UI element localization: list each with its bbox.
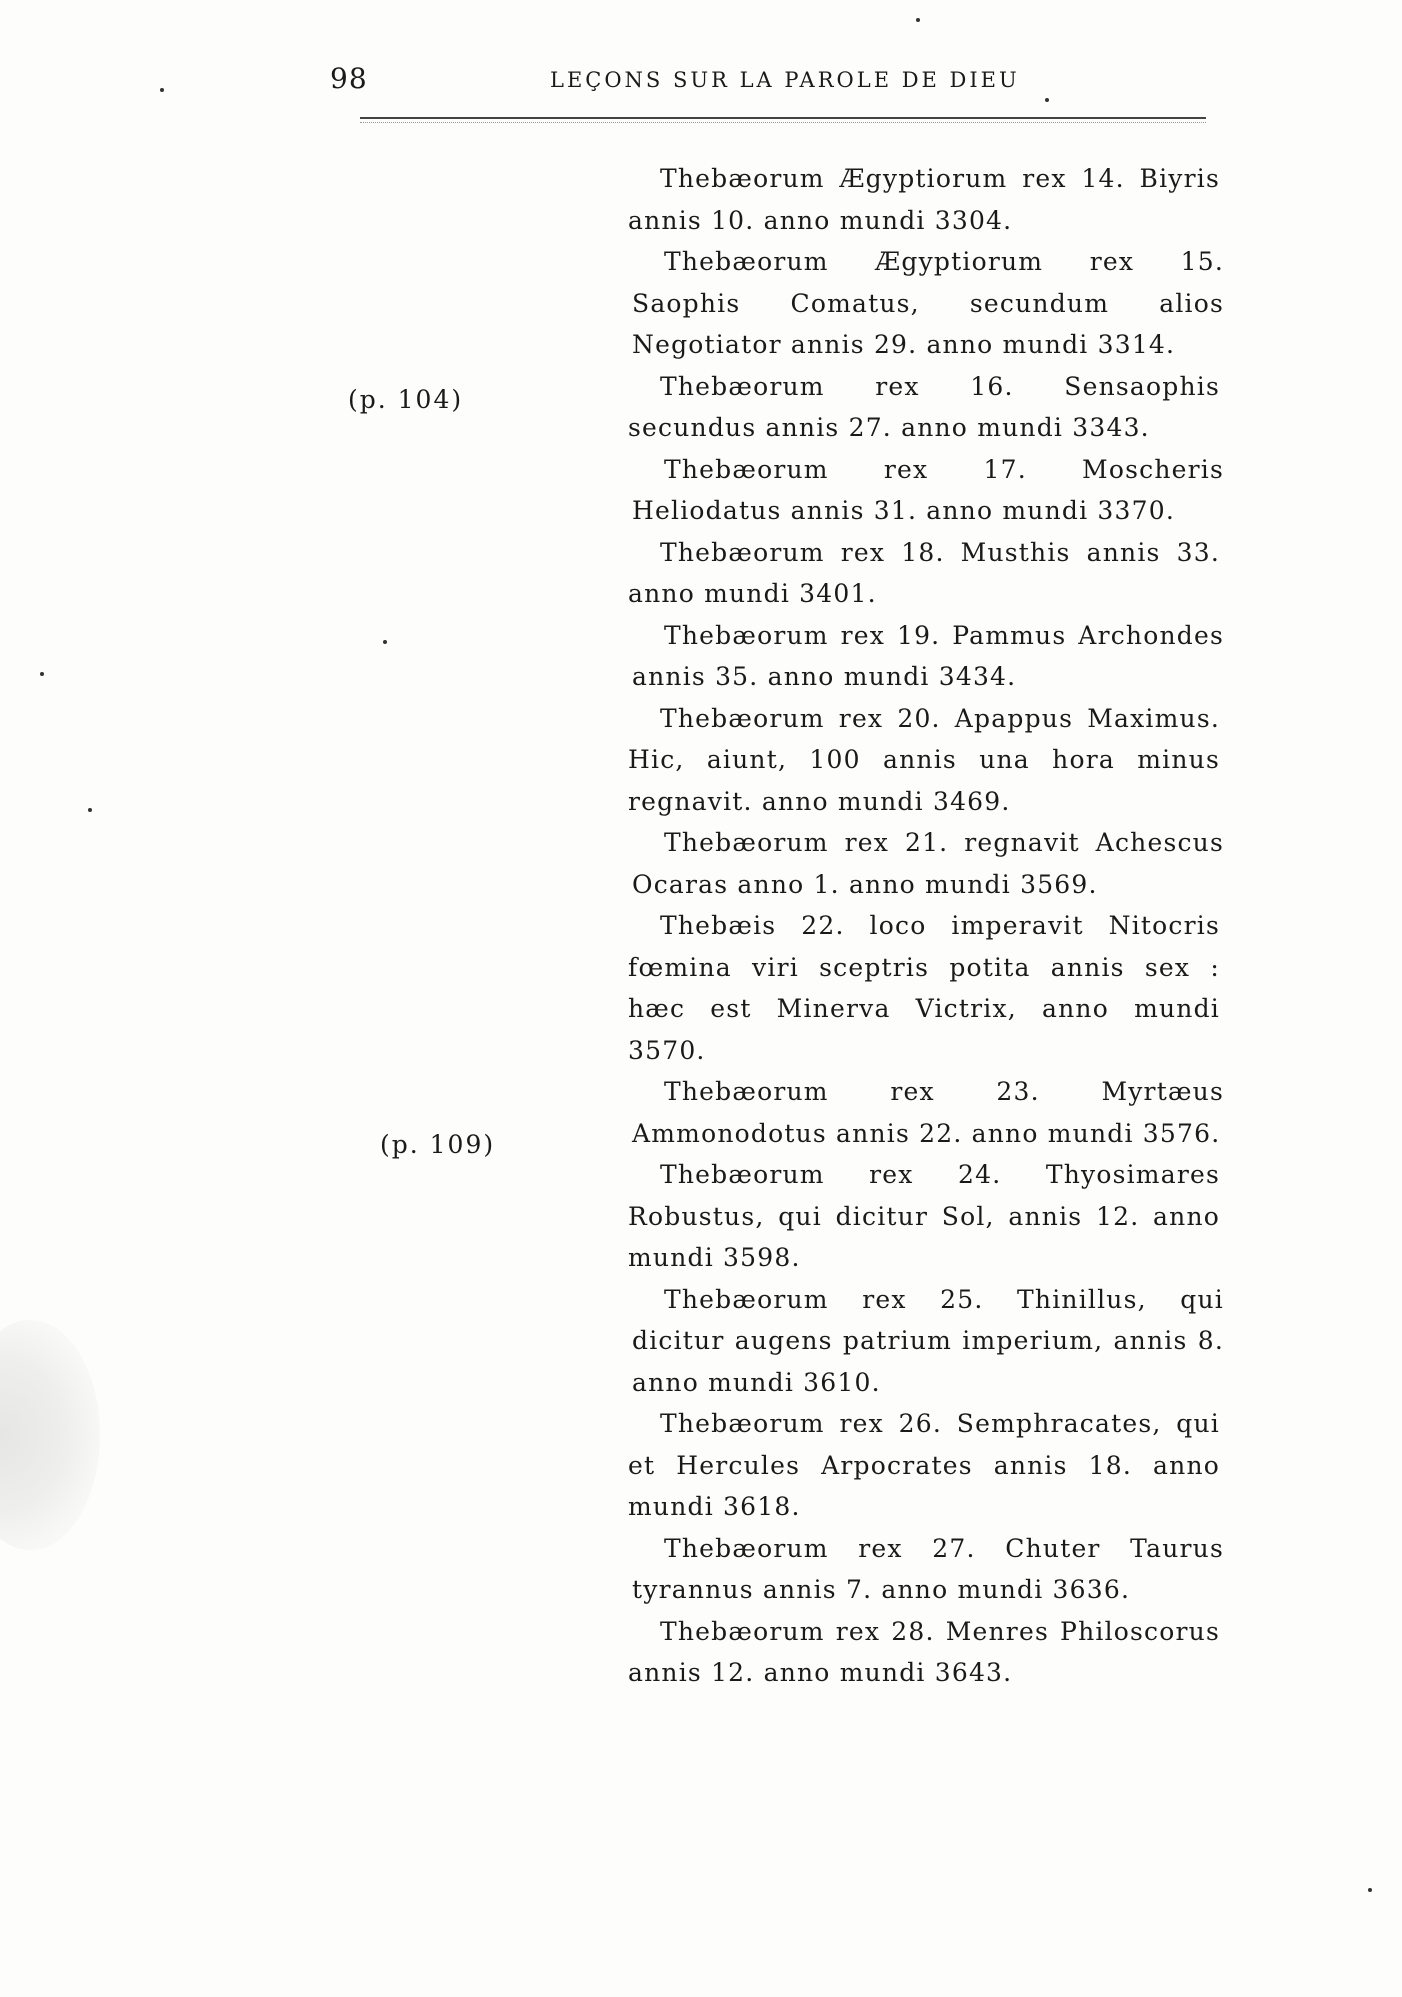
ink-speck bbox=[40, 672, 44, 676]
entry-rex-15: Thebæorum Ægyptiorum rex 15. Saophis Comatus, secundum alios Negotiator annis 29. anno mundi 3314. bbox=[632, 247, 1224, 359]
entry-rex-24: Thebæorum rex 24. Thyosimares Robustus, qui dicitur Sol, annis 12. anno mundi 3598. bbox=[628, 1160, 1220, 1272]
entry-rex-19: Thebæorum rex 19. Pammus Archondes annis 35. anno mundi 3434. bbox=[632, 620, 1224, 691]
ink-speck bbox=[1368, 1888, 1372, 1892]
margin-reference: (p. 104) bbox=[348, 385, 464, 414]
entry-rex-21: Thebæorum rex 21. regnavit Achescus Ocaras anno 1. anno mundi 3569. bbox=[632, 828, 1224, 899]
entry-rex-14: Thebæorum Ægyptiorum rex 14. Biyris annis 10. anno mundi 3304. bbox=[628, 164, 1220, 235]
header-rule bbox=[360, 117, 1206, 119]
entry-rex-17: Thebæorum rex 17. Moscheris Heliodatus annis 31. anno mundi 3370. bbox=[632, 454, 1224, 525]
entry-rex-26: Thebæorum rex 26. Semphracates, qui et Hercules Arpocrates annis 18. anno mundi 3618. bbox=[628, 1409, 1220, 1521]
entry-rex-25: Thebæorum rex 25. Thinillus, qui dicitur augens patrium imperium, annis 8. anno mundi 3610. bbox=[632, 1284, 1224, 1397]
ink-speck bbox=[916, 18, 920, 22]
entry-rex-22: Thebæis 22. loco imperavit Nitocris fœmina viri sceptris potita annis sex : hæc est Minerva Victrix, anno mundi 3570. bbox=[628, 911, 1220, 1065]
margin-reference: (p. 109) bbox=[380, 1130, 496, 1159]
entry-rex-20: Thebæorum rex 20. Apappus Maximus. Hic, aiunt, 100 annis una hora minus regnavit. anno mundi 3469. bbox=[628, 703, 1220, 816]
entry-rex-16: Thebæorum rex 16. Sensaophis secundus annis 27. anno mundi 3343. bbox=[628, 371, 1220, 442]
ink-speck bbox=[160, 88, 164, 92]
ink-speck bbox=[88, 808, 92, 812]
ink-speck bbox=[1045, 98, 1049, 102]
entry-rex-23: Thebæorum rex 23. Myrtæus Ammonodotus annis 22. anno mundi 3576. bbox=[632, 1077, 1224, 1148]
entry-rex-18: Thebæorum rex 18. Musthis annis 33. anno mundi 3401. bbox=[628, 537, 1220, 608]
entry-rex-28: Thebæorum rex 28. Menres Philoscorus annis 12. anno mundi 3643. bbox=[628, 1616, 1220, 1687]
ink-speck bbox=[383, 640, 387, 644]
chronology-text bbox=[628, 158, 1224, 1694]
entry-rex-27: Thebæorum rex 27. Chuter Taurus tyrannus annis 7. anno mundi 3636. bbox=[632, 1533, 1224, 1604]
page-header bbox=[330, 62, 1210, 112]
running-title: LEÇONS SUR LA PAROLE DE DIEU bbox=[550, 68, 1020, 92]
header-rule-shadow bbox=[360, 122, 1206, 123]
page-number: 98 bbox=[330, 62, 368, 95]
page-stain bbox=[0, 1320, 100, 1550]
